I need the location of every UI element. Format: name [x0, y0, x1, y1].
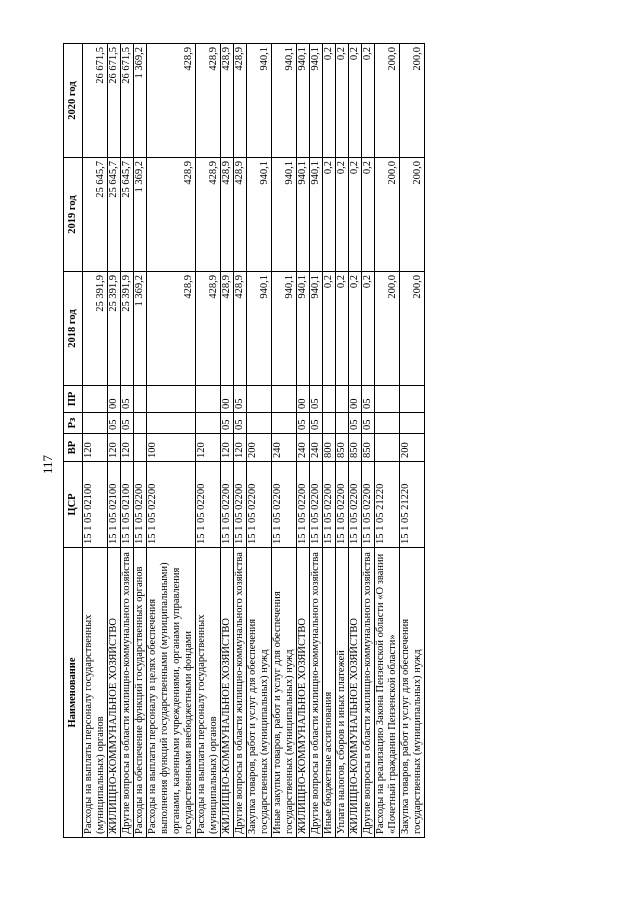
- row-pr: [196, 386, 221, 413]
- row-pr: [375, 386, 400, 413]
- row-value-2020: 940,1: [297, 44, 310, 158]
- row-value-2020: 428,9: [221, 44, 234, 158]
- rotated-page-content: [63, 44, 603, 838]
- table-row: [247, 44, 272, 838]
- row-value-2018: 940,1: [272, 272, 297, 386]
- row-value-2020: 200,0: [400, 44, 425, 158]
- page-number: 117: [40, 454, 55, 474]
- col-header-2019: 2019 год: [64, 158, 83, 272]
- row-rz: 05: [234, 413, 247, 434]
- col-header-csr: ЦСР: [64, 462, 83, 548]
- row-vr: [134, 434, 147, 462]
- row-value-2018: 940,1: [247, 272, 272, 386]
- row-pr: [134, 386, 147, 413]
- row-vr: 120: [196, 434, 221, 462]
- table-row: [349, 44, 362, 838]
- row-vr: 850: [336, 434, 349, 462]
- row-vr: 120: [83, 434, 108, 462]
- row-vr: 240: [272, 434, 297, 462]
- row-value-2020: 940,1: [247, 44, 272, 158]
- row-value-2018: 1 369,2: [134, 272, 147, 386]
- table-row: [323, 44, 336, 838]
- row-value-2018: 25 391,9: [121, 272, 134, 386]
- row-csr: 15 1 05 02200: [147, 462, 196, 548]
- row-rz: 05: [349, 413, 362, 434]
- row-csr: 15 1 05 02200: [323, 462, 336, 548]
- row-name: Расходы на реализацию Закона Пензенской области «О звании «Почетный гражданин Пензенской области»: [375, 548, 400, 838]
- row-value-2019: 940,1: [272, 158, 297, 272]
- row-csr: 15 1 05 02200: [247, 462, 272, 548]
- row-csr: 15 1 05 02200: [310, 462, 323, 548]
- row-csr: 15 1 05 21220: [400, 462, 425, 548]
- col-header-vr: ВР: [64, 434, 83, 462]
- row-pr: 00: [297, 386, 310, 413]
- row-value-2020: 0,2: [323, 44, 336, 158]
- col-header-2018: 2018 год: [64, 272, 83, 386]
- table-row: [134, 44, 147, 838]
- row-value-2018: 0,2: [336, 272, 349, 386]
- row-name: Другие вопросы в области жилищно-коммунального хозяйства: [121, 548, 134, 838]
- row-name: Расходы на выплаты персоналу государственных (муниципальных) органов: [83, 548, 108, 838]
- col-header-pr: ПР: [64, 386, 83, 413]
- row-pr: [400, 386, 425, 413]
- row-rz: [134, 413, 147, 434]
- row-value-2018: 428,9: [221, 272, 234, 386]
- row-vr: [375, 434, 400, 462]
- table-row: [83, 44, 108, 838]
- row-name: Расходы на обеспечение функций государственных органов: [134, 548, 147, 838]
- col-header-name: Наименование: [64, 548, 83, 838]
- row-value-2020: 428,9: [234, 44, 247, 158]
- row-rz: 05: [108, 413, 121, 434]
- row-value-2019: 25 645,7: [121, 158, 134, 272]
- row-value-2018: 0,2: [349, 272, 362, 386]
- row-value-2020: 0,2: [362, 44, 375, 158]
- row-name: ЖИЛИЩНО-КОММУНАЛЬНОЕ ХОЗЯЙСТВО: [349, 548, 362, 838]
- row-value-2018: 25 391,9: [108, 272, 121, 386]
- row-value-2019: 428,9: [196, 158, 221, 272]
- row-value-2018: 428,9: [196, 272, 221, 386]
- row-value-2020: 0,2: [336, 44, 349, 158]
- table-row: [121, 44, 134, 838]
- row-vr: 240: [310, 434, 323, 462]
- table-row: [400, 44, 425, 838]
- row-value-2019: 1 369,2: [134, 158, 147, 272]
- row-rz: 05: [310, 413, 323, 434]
- row-pr: [83, 386, 108, 413]
- row-pr: [247, 386, 272, 413]
- row-csr: 15 1 05 02200: [221, 462, 234, 548]
- row-value-2019: 940,1: [297, 158, 310, 272]
- row-value-2018: 940,1: [297, 272, 310, 386]
- table-row: [108, 44, 121, 838]
- row-rz: [247, 413, 272, 434]
- table-row: [310, 44, 323, 838]
- row-value-2020: 428,9: [196, 44, 221, 158]
- row-value-2018: 428,9: [147, 272, 196, 386]
- row-value-2019: 0,2: [349, 158, 362, 272]
- row-name: Расходы на выплаты персоналу государственных (муниципальных) органов: [196, 548, 221, 838]
- table-row: [336, 44, 349, 838]
- row-vr: 120: [121, 434, 134, 462]
- row-value-2020: 428,9: [147, 44, 196, 158]
- budget-table: [63, 43, 425, 838]
- row-name: Иные закупки товаров, работ и услуг для обеспечения государственных (муниципальных) нужд: [272, 548, 297, 838]
- table-row: [196, 44, 221, 838]
- row-pr: [147, 386, 196, 413]
- row-value-2020: 1 369,2: [134, 44, 147, 158]
- row-csr: 15 1 05 02100: [108, 462, 121, 548]
- row-rz: 05: [221, 413, 234, 434]
- row-pr: 05: [234, 386, 247, 413]
- row-value-2018: 428,9: [234, 272, 247, 386]
- table-row: [147, 44, 196, 838]
- row-name: Расходы на выплаты персоналу в целях обеспечения выполнения функций государственными (муниципальными) органами, казенными учреждениями, органами управления государственными внебюджетными фондами: [147, 548, 196, 838]
- row-value-2019: 0,2: [362, 158, 375, 272]
- row-pr: 00: [108, 386, 121, 413]
- table-row: [297, 44, 310, 838]
- row-value-2019: 428,9: [147, 158, 196, 272]
- row-name: Уплата налогов, сборов и иных платежей: [336, 548, 349, 838]
- row-rz: [196, 413, 221, 434]
- row-vr: 800: [323, 434, 336, 462]
- row-csr: 15 1 05 02200: [196, 462, 221, 548]
- row-vr: 120: [221, 434, 234, 462]
- row-csr: 15 1 05 02200: [272, 462, 297, 548]
- table-row: [272, 44, 297, 838]
- row-vr: 200: [400, 434, 425, 462]
- row-value-2019: 428,9: [234, 158, 247, 272]
- row-name: Закупка товаров, работ и услуг для обеспечения государственных (муниципальных) нужд: [247, 548, 272, 838]
- row-csr: 15 1 05 02200: [234, 462, 247, 548]
- row-pr: [323, 386, 336, 413]
- row-value-2018: 25 391,9: [83, 272, 108, 386]
- row-value-2018: 940,1: [310, 272, 323, 386]
- row-rz: [272, 413, 297, 434]
- col-header-2020: 2020 год: [64, 44, 83, 158]
- row-pr: [272, 386, 297, 413]
- row-rz: [336, 413, 349, 434]
- row-value-2020: 26 671,5: [121, 44, 134, 158]
- row-value-2018: 0,2: [362, 272, 375, 386]
- row-rz: 05: [297, 413, 310, 434]
- table-row: [221, 44, 234, 838]
- table-header-row: [64, 44, 83, 838]
- row-pr: 05: [362, 386, 375, 413]
- row-vr: 240: [297, 434, 310, 462]
- row-value-2020: 26 671,5: [83, 44, 108, 158]
- row-rz: [375, 413, 400, 434]
- row-vr: 100: [147, 434, 196, 462]
- row-vr: 120: [234, 434, 247, 462]
- row-value-2019: 200,0: [375, 158, 400, 272]
- row-vr: 200: [247, 434, 272, 462]
- row-vr: 120: [108, 434, 121, 462]
- row-name: Другие вопросы в области жилищно-коммунального хозяйства: [362, 548, 375, 838]
- row-value-2018: 0,2: [323, 272, 336, 386]
- row-pr: 05: [121, 386, 134, 413]
- row-rz: 05: [121, 413, 134, 434]
- row-name: Другие вопросы в области жилищно-коммунального хозяйства: [234, 548, 247, 838]
- row-rz: [83, 413, 108, 434]
- row-pr: [336, 386, 349, 413]
- row-value-2020: 940,1: [272, 44, 297, 158]
- row-value-2018: 200,0: [400, 272, 425, 386]
- row-pr: 00: [349, 386, 362, 413]
- row-value-2019: 25 645,7: [108, 158, 121, 272]
- row-name: ЖИЛИЩНО-КОММУНАЛЬНОЕ ХОЗЯЙСТВО: [297, 548, 310, 838]
- row-rz: [400, 413, 425, 434]
- row-value-2019: 25 645,7: [83, 158, 108, 272]
- table-row: [362, 44, 375, 838]
- row-name: ЖИЛИЩНО-КОММУНАЛЬНОЕ ХОЗЯЙСТВО: [221, 548, 234, 838]
- row-value-2019: 940,1: [310, 158, 323, 272]
- row-csr: 15 1 05 02200: [297, 462, 310, 548]
- row-csr: 15 1 05 02100: [83, 462, 108, 548]
- table-row: [234, 44, 247, 838]
- row-value-2019: 0,2: [323, 158, 336, 272]
- row-value-2018: 200,0: [375, 272, 400, 386]
- row-csr: 15 1 05 02200: [349, 462, 362, 548]
- table-body: [83, 44, 425, 838]
- row-value-2019: 0,2: [336, 158, 349, 272]
- row-value-2019: 940,1: [247, 158, 272, 272]
- row-vr: 850: [349, 434, 362, 462]
- row-csr: 15 1 05 02200: [336, 462, 349, 548]
- row-pr: 00: [221, 386, 234, 413]
- row-name: Другие вопросы в области жилищно-коммунального хозяйства: [310, 548, 323, 838]
- row-csr: 15 1 05 02200: [362, 462, 375, 548]
- row-rz: 05: [362, 413, 375, 434]
- row-value-2020: 0,2: [349, 44, 362, 158]
- row-name: ЖИЛИЩНО-КОММУНАЛЬНОЕ ХОЗЯЙСТВО: [108, 548, 121, 838]
- row-value-2020: 200,0: [375, 44, 400, 158]
- table-row: [375, 44, 400, 838]
- row-value-2020: 26 671,5: [108, 44, 121, 158]
- row-rz: [323, 413, 336, 434]
- row-value-2019: 200,0: [400, 158, 425, 272]
- row-csr: 15 1 05 21220: [375, 462, 400, 548]
- row-name: Иные бюджетные ассигнования: [323, 548, 336, 838]
- row-pr: 05: [310, 386, 323, 413]
- row-name: Закупка товаров, работ и услуг для обеспечения государственных (муниципальных) нужд: [400, 548, 425, 838]
- row-csr: 15 1 05 02100: [121, 462, 134, 548]
- row-value-2019: 428,9: [221, 158, 234, 272]
- row-value-2020: 940,1: [310, 44, 323, 158]
- row-vr: 850: [362, 434, 375, 462]
- row-csr: 15 1 05 02200: [134, 462, 147, 548]
- row-rz: [147, 413, 196, 434]
- col-header-rz: Рз: [64, 413, 83, 434]
